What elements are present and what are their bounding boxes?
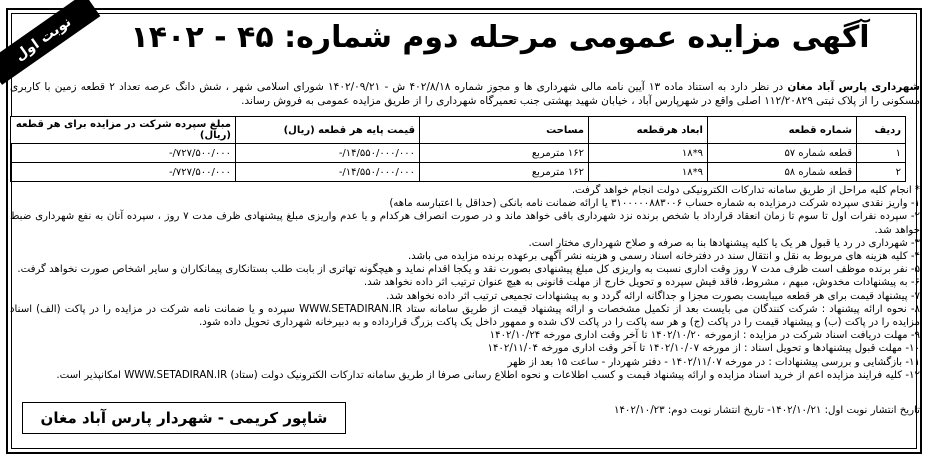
cell-dimensions: ۹*۱۸ xyxy=(589,163,708,182)
header-lot-number: شماره قطعه xyxy=(708,117,857,144)
cell-row-number: ۱ xyxy=(857,144,906,163)
header-dimensions: ابعاد هرقطعه xyxy=(589,117,708,144)
cell-deposit: ۷۲۷/۵۰۰/۰۰۰/- xyxy=(11,144,236,163)
condition-item: ۷- پیشنهاد قیمت برای هر قطعه میبایست بصورت مجزا و جداگانه ارائه گردد و به پیشنهادات تجمیعی ترتیب اثر داده نخواهد شد. xyxy=(386,290,920,302)
header-base-price: قیمت پایه هر قطعه (ریال) xyxy=(236,117,420,144)
table-row xyxy=(11,163,906,182)
cell-base-price: ۱۴/۵۵۰/۰۰۰/۰۰۰/- xyxy=(236,163,420,182)
notice-intro xyxy=(10,80,920,108)
condition-item: ۲- سپرده نفرات اول تا سوم تا زمان انعقاد قرارداد با شخص برنده نزد شهرداری باقی خواهد ماند و در صورت انصراف هرکدام و یا عدم واریزی مبلغ پیشنهادی ظرف مدت ۷ روز ، سپرده آنان به نفع شهرداری ضبط خواهد شد. xyxy=(10,211,920,236)
cell-deposit: ۷۲۷/۵۰۰/۰۰۰/- xyxy=(11,163,236,182)
cell-row-number: ۲ xyxy=(857,163,906,182)
condition-item: ۱۰- مهلت قبول پیشنهادها و تحویل اسناد : از مورخه ۱۴۰۲/۱۰/۰۷ تا آخر وقت اداری مورخه ۱۴۰۲/۱۱/۰۴ xyxy=(487,343,920,355)
notice-title: آگهی مزایده عمومی مرحله دوم شماره: ۴۵ - ۱۴۰۲ xyxy=(130,20,870,55)
condition-item: ۶- به پیشنهادات مخدوش، مبهم ، مشروط، فاقد فیش سپرده و تحویل خارج از مهلت قانونی به هیچ عنوان ترتیب اثر داده نخواهد شد. xyxy=(363,277,920,289)
table-header-row xyxy=(11,117,906,144)
cell-lot-number: قطعه شماره ۵۸ xyxy=(708,163,857,182)
header-area: مساحت xyxy=(420,117,589,144)
cell-base-price: ۱۴/۵۵۰/۰۰۰/۰۰۰/- xyxy=(236,144,420,163)
condition-item: ۸- نحوه ارائه پیشنهاد : شرکت کنندگان می بایست بعد از تکمیل مشخصات و ارائه پیشنهاد قیمت از طریق سامانه ستاد WWW.SETADIRAN.IR سپرده و یا ضمانت نامه شرکت در مزایده را در پاکت (الف) اسناد مزایده را در پاکت (ب) و پیشنهاد قیمت را در پاکت (ج) و هر سه پاکت را در پاکت لاک شده و ممهور داخل یک پاکت بزرگ قرارداده و به دبیرخانه شهرداری تحویل داده شود. xyxy=(10,303,920,329)
first-publication-ribbon: نوبت اول xyxy=(0,0,100,85)
header-deposit: مبلغ سپرده شرکت در مزایده برای هر قطعه (ریال) xyxy=(11,117,236,144)
header-row-number: ردیف xyxy=(857,117,906,144)
publication-dates: تاریخ انتشار نوبت اول: ۱۴۰۲/۱۰/۲۱- تاریخ انتشار نوبت دوم: ۱۴۰۲/۱۰/۲۳ xyxy=(613,405,920,416)
cell-area: ۱۶۲ مترمربع xyxy=(420,163,589,182)
condition-item: ۹- مهلت دریافت اسناد شرکت در مزایده : ازمورخه ۱۴۰۲/۱۰/۲۰ تا آخر وقت اداری مورخه ۱۴۰۲/۱۰/۲۴ xyxy=(489,330,920,342)
condition-item: ۳- شهرداری در رد یا قبول هر یک یا کلیه پیشنهادها بنا به صرفه و صلاح شهرداری مختار است. xyxy=(528,237,920,249)
condition-item: ۱۲- کلیه فرایند مزایده اعم از خرید اسناد مزایده و ارائه پیشنهاد قیمت و کسب اطلاعات و نحوه اطلاع رسانی صرفا از طریق سامانه تدارکات الکترونیک دولت (ستاد) WWW.SETADIRAN.IR امکانپذیر است. xyxy=(56,369,920,381)
condition-item: ۱- واریز نقدی سپرده شرکت درمزایده به شماره حساب ۳۱۰۰۰۰۰۸۸۳۰۰۶ یا ارائه ضمانت نامه بانکی (حداقل با اعتبارسه ماهه) xyxy=(389,198,920,210)
condition-item: * انجام کلیه مراحل از طریق سامانه تدارکات الکترونیکی دولت انجام خواهد گرفت. xyxy=(571,185,920,196)
signature-box: شاپور کریمی - شهردار پارس آباد مغان xyxy=(22,402,346,434)
cell-lot-number: قطعه شماره ۵۷ xyxy=(708,144,857,163)
cell-area: ۱۶۲ مترمربع xyxy=(420,144,589,163)
lots-table xyxy=(10,116,906,182)
condition-item: ۵- نفر برنده موظف است ظرف مدت ۷ روز وقت اداری نسبت به واریزی کل مبلغ پیشنهادی بصورت نقد و یکجا اقدام نماید و هیچگونه تهاتری از بابت طلب بستانکاری پیمانکاران و سایر اشخاص صورت نخواهد گرفت. xyxy=(17,264,920,276)
cell-dimensions: ۹*۱۸ xyxy=(589,144,708,163)
intro-organization: شهرداری پارس آباد مغان xyxy=(787,81,921,93)
condition-item: ۱۱- بازگشایی و بررسی پیشنهادات : در مورخه ۱۴۰۲/۱۱/۰۷ - دفتر شهردار - ساعت ۱۵ بعد از ظهر xyxy=(507,356,920,368)
intro-text: در نظر دارد به استناد ماده ۱۳ آیین نامه مالی شهرداری ها و مجوز شماره ۴۰۲/۸/۱۸ ش - ۱۴۰۲/۰۹/۲۱ شورای اسلامی شهر ، شش دانگ عرصه تعداد ۲ قطعه زمین با کاربری مسکونی را از پلاک ثبتی ۱۱۲/۲۰۸۲۹ اصلی واقع در شهرپارس آباد ، خیابان شهید بهشتی جنب تعمیرگاه شهرداری را از طریق مزایده عمومی به فروش رساند. xyxy=(10,81,920,107)
table-row xyxy=(11,144,906,163)
conditions-list xyxy=(10,184,920,382)
condition-item: ۴- کلیه هزینه های مربوط به نقل و انتقال سند در دفترخانه اسناد رسمی و هزینه نشر آگهی برعهده برنده مزایده می باشد. xyxy=(407,251,920,263)
